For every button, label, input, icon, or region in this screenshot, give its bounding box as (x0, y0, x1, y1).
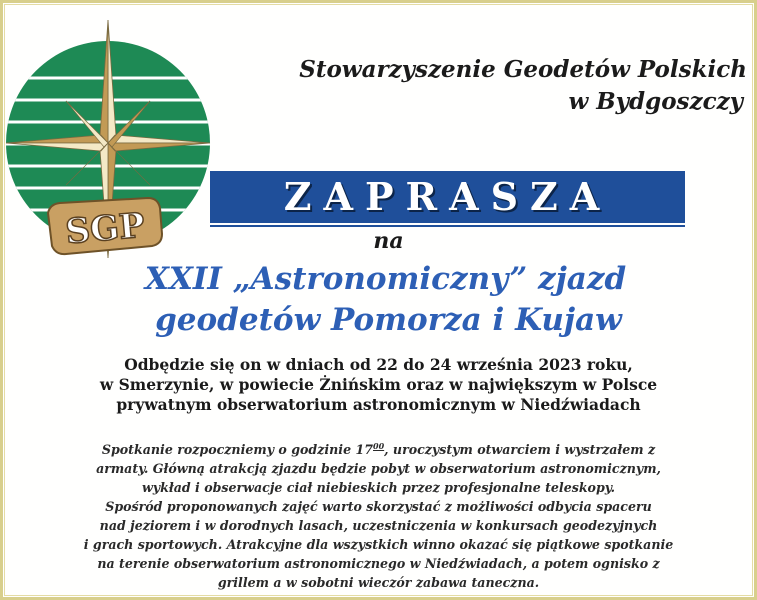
connector-word: na (373, 228, 404, 254)
description-line: nad jeziorem i w dorodnych lasach, uczestniczenia w konkursach geodezyjnych (99, 518, 658, 533)
organization-name: Stowarzyszenie Geodetów Polskich (299, 56, 747, 83)
event-description (0, 437, 757, 592)
event-info-line: prywatnym obserwatorium astronomicznym w Niedźwiadach (116, 395, 641, 414)
banner-title: ZAPRASZA (283, 174, 612, 219)
description-line: na terenie obserwatorium astronomicznego w Niedźwiadach, a potem ognisko z (97, 556, 660, 571)
description-line: Spotkanie rozpoczniemy o godzinie $17^{00}$, uroczystym otwarciem i wystrzałem z (101, 441, 656, 457)
organization-city: w Bydgoszczy (568, 88, 743, 115)
description-line: grillem a w sobotni wieczór zabawa taneczna. (217, 575, 540, 590)
compass-rose-globe-icon (0, 8, 220, 258)
banner-underline (210, 225, 685, 227)
event-title-line1: XXII „Astronomiczny” zjazd (144, 261, 627, 297)
description-line: i grach sportowych. Atrakcyjne dla wszystkich winno okazać się piątkowe spotkanie (83, 537, 674, 552)
sgp-badge-text: SGP (63, 205, 147, 253)
description-line: armaty. Główną atrakcją zjazdu będzie pobyt w obserwatorium astronomicznym, (96, 461, 661, 476)
event-info-line: Odbędzie się on w dniach od 22 do 24 września 2023 roku, (124, 355, 633, 374)
event-info-line: w Smerzynie, w powiecie Żnińskim oraz w największym w Polsce (99, 375, 658, 394)
description-line: wykład i obserwacje ciał niebieskich przez profesjonalne teleskopy. (141, 480, 616, 495)
description-line: Spośród proponowanych zajęć warto skorzystać z możliwości odbycia spaceru (105, 499, 652, 514)
event-title-line2: geodetów Pomorza i Kujaw (155, 302, 622, 338)
time-superscript: 00 (373, 441, 385, 451)
event-info (0, 355, 757, 415)
